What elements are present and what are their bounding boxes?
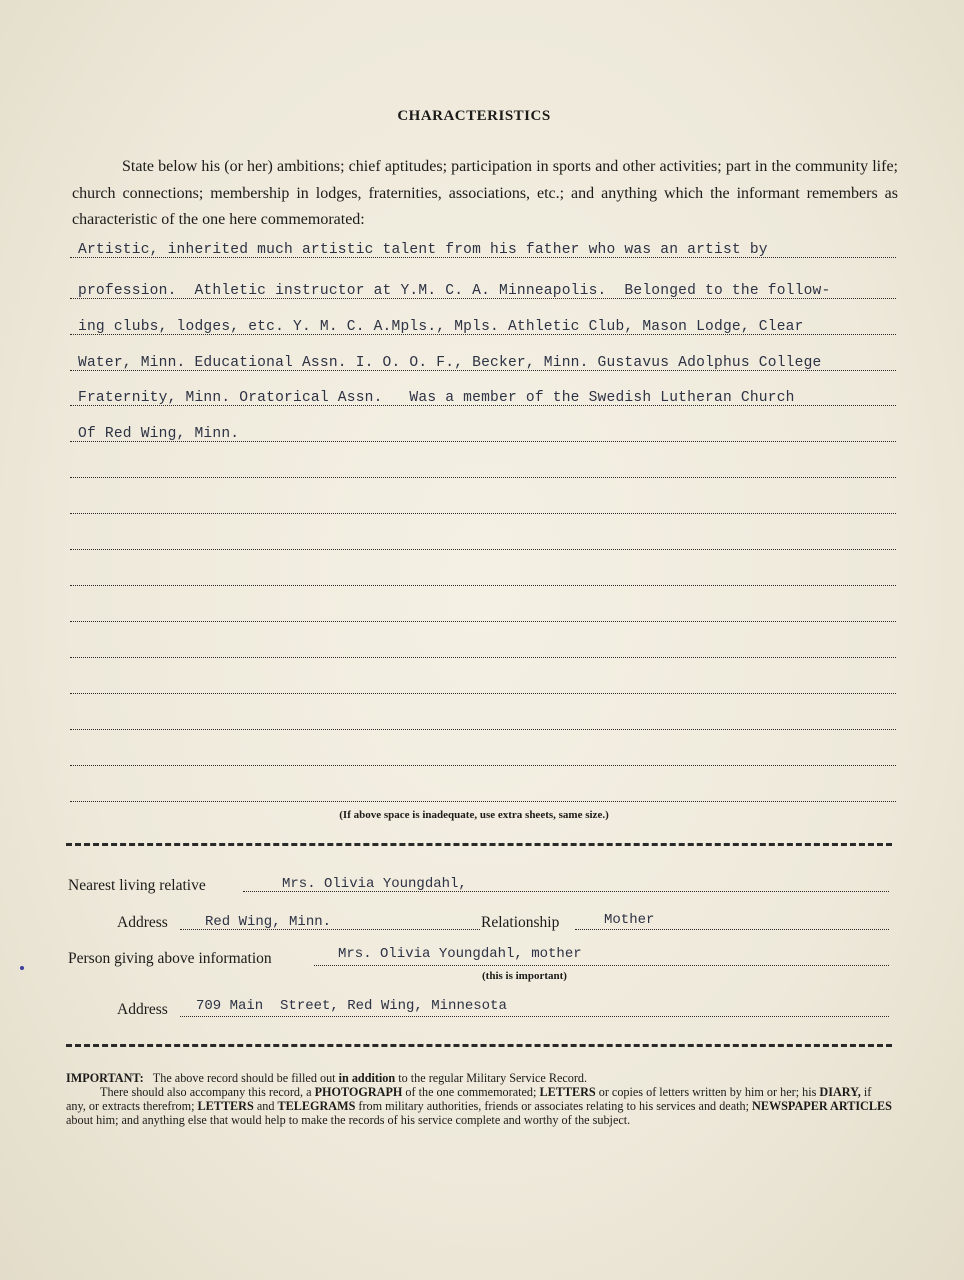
address-value: Red Wing, Minn. <box>205 914 332 930</box>
address-label: Address <box>117 1001 168 1018</box>
space-note: (If above space is inadequate, use extra sheets, same size.) <box>339 809 609 821</box>
instructions-paragraph <box>72 154 898 234</box>
writing-line <box>70 657 896 658</box>
important-label: IMPORTANT: <box>66 1071 144 1085</box>
field-line <box>575 929 889 930</box>
writing-line <box>70 549 896 550</box>
section-divider <box>66 1044 892 1047</box>
field-line <box>314 965 889 966</box>
section-divider <box>66 843 892 846</box>
nearest-relative-value: Mrs. Olivia Youngdahl, <box>282 876 467 892</box>
writing-line <box>70 693 896 694</box>
writing-line <box>70 513 896 514</box>
typed-line: Of Red Wing, Minn. <box>78 426 240 442</box>
important-line: IMPORTANT: The above record should be filled out in addition to the regular Military Service Record. <box>66 1071 588 1085</box>
typed-line: ing clubs, lodges, etc. Y. M. C. A.Mpls., Mpls. Athletic Club, Mason Lodge, Clear <box>78 319 804 335</box>
writing-line <box>70 801 896 802</box>
typed-line: Artistic, inherited much artistic talent from his father who was an artist by <box>78 242 768 258</box>
writing-line <box>70 765 896 766</box>
typed-line: profession. Athletic instructor at Y.M. C. A. Minneapolis. Belonged to the follow- <box>78 283 831 299</box>
relationship-label: Relationship <box>481 914 560 931</box>
informant-value: Mrs. Olivia Youngdahl, mother <box>338 946 582 962</box>
field-line <box>180 1016 889 1017</box>
writing-line <box>70 477 896 478</box>
relationship-value: Mother <box>604 912 655 928</box>
address-value: 709 Main Street, Red Wing, Minnesota <box>196 998 507 1014</box>
writing-line <box>70 729 896 730</box>
writing-line <box>70 621 896 622</box>
informant-note: (this is important) <box>482 970 567 982</box>
page-title: CHARACTERISTICS <box>397 108 551 124</box>
address-label: Address <box>117 914 168 931</box>
typed-line: Water, Minn. Educational Assn. I. O. O. F., Becker, Minn. Gustavus Adolphus College <box>78 355 822 371</box>
important-paragraph: There should also accompany this record, a PHOTOGRAPH of the one commemorated; LETTERS or copies of letters written by him or her; his DIARY, if any, or extracts therefrom; LETTERS and TELEGRAMS from military authorities, friends or associates relating to his services and death; NEWSPAPER ARTICLES about him; and anything else that would help to make the records of his service complete and worthy of the subject. <box>66 1085 892 1127</box>
typed-line: Fraternity, Minn. Oratorical Assn. Was a member of the Swedish Lutheran Church <box>78 390 795 406</box>
instructions-text: State below his (or her) ambitions; chief aptitudes; participation in sports and other activities; part in the community life; church connections; membership in lodges, fraternities, associations, etc.; and anything which the informant remembers as characteristic of the one here commemorated: <box>72 158 898 228</box>
ink-dot <box>20 966 24 970</box>
nearest-relative-label: Nearest living relative <box>68 877 206 894</box>
writing-line <box>70 585 896 586</box>
important-note <box>66 1071 892 1127</box>
informant-label: Person giving above information <box>68 950 272 967</box>
